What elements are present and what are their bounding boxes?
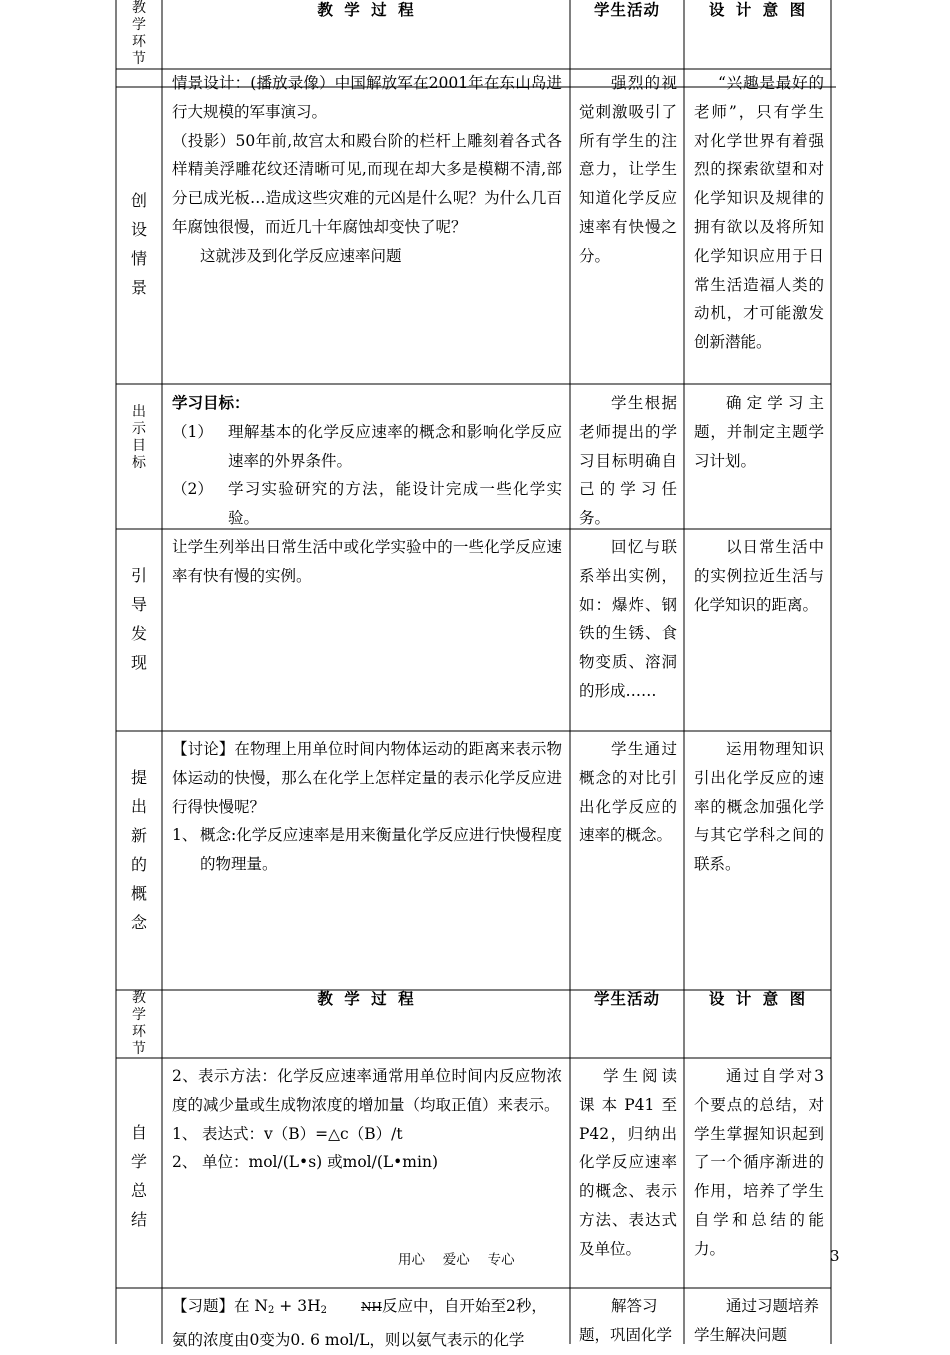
- footer-text: 用心 爱心 专心: [398, 1252, 515, 1268]
- stage-char: 标: [132, 455, 146, 471]
- header-col-process: 教 学 过 程: [317, 989, 415, 1008]
- activity-text: 学生阅读课本P41至P42，归纳出化学反应速率的概念、表示方法、表达式及单位。: [579, 1067, 677, 1258]
- process-text: [172, 69, 562, 271]
- concept-item: [172, 821, 562, 879]
- goal-number: （2）: [172, 480, 213, 499]
- stage-char: 景: [130, 278, 147, 297]
- exercise-text: [172, 1292, 562, 1355]
- formula-text: 单位：mol/(L•s) 或mol/(L•min): [202, 1153, 438, 1172]
- stage-char: 引: [130, 566, 147, 585]
- header-char: 节: [132, 51, 146, 67]
- paragraph: 2、表示方法：化学反应速率通常用单位时间内反应物浓度的减少量或生成物浓度的增加量（均取正值）来表示。: [172, 1067, 562, 1114]
- paragraph: 情景设计：(播放录像）中国解放军在2001年在东山岛进行大规模的军事演习。: [172, 74, 562, 121]
- activity-text: 回忆与联系举出实例，如：爆炸、钢铁的生锈、食物变质、溶洞的形成……: [579, 538, 677, 700]
- header-char: 环: [132, 1024, 146, 1040]
- stage-char: 新: [130, 826, 147, 845]
- subscript: 2: [320, 1305, 327, 1316]
- exercise-part: + 3H: [274, 1297, 321, 1315]
- stage-char: 创: [130, 191, 147, 210]
- stage-char: 学: [130, 1152, 147, 1171]
- stage-char: 目: [132, 438, 146, 454]
- intent-text: 通过习题培养学生解决问题: [694, 1297, 820, 1344]
- stage-char: 示: [132, 421, 146, 437]
- header-char: 环: [132, 34, 146, 50]
- stage-char: 发: [130, 624, 147, 643]
- activity-text: 学生通过概念的对比引出化学反应的速率的概念。: [579, 740, 677, 845]
- header-col-intent: 设 计 意 图: [708, 989, 807, 1008]
- process-text: [172, 1062, 562, 1177]
- goal-item: [172, 418, 562, 476]
- stage-label: [116, 763, 162, 937]
- formula-number: 2、: [172, 1153, 198, 1172]
- intent-text: 通过自学对3个要点的总结，对学生掌握知识起到了一个循序渐进的作用，培养了学生自学和总结的能力。: [694, 1067, 824, 1258]
- header-col-stage: [116, 0, 162, 68]
- stage-char: 导: [130, 595, 147, 614]
- header-col-stage: [116, 990, 162, 1058]
- struck-text: NH: [360, 1300, 382, 1314]
- intent-text: 运用物理知识引出化学反应的速率的概念加强化学与其它学科之间的联系。: [694, 740, 824, 874]
- exercise-line: [172, 1292, 562, 1326]
- intent-text: 确定学习主题，并制定主题学习计划。: [694, 394, 824, 470]
- intent-text: “兴趣是最好的老师”，只有学生对化学世界有着强烈的探索欲望和对化学知识及规律的拥有欲以及将所知化学知识应用于日常生活造福人类的动机，才可能激发创新潜能。: [694, 74, 824, 352]
- header-col-activity: 学生活动: [593, 989, 660, 1008]
- stage-char: 总: [130, 1181, 147, 1200]
- discussion: 【讨论】在物理上用单位时间内物体运动的距离来表示物体运动的快慢，那么在化学上怎样定量的表示化学反应进行得快慢呢？: [172, 740, 562, 816]
- header-col-activity: 学生活动: [593, 0, 660, 19]
- process-text: [172, 735, 562, 879]
- stage-char: 出: [130, 797, 147, 816]
- header-col-intent: 设 计 意 图: [708, 0, 807, 19]
- stage-char: 概: [130, 884, 147, 903]
- header-char: 节: [132, 1041, 146, 1057]
- goals-title: 学习目标：: [172, 393, 250, 412]
- intent-text: 以日常生活中的实例拉近生活与化学知识的距离。: [694, 538, 824, 614]
- stage-char: 现: [130, 653, 147, 672]
- header-char: 教: [132, 990, 146, 1006]
- page-number: 3: [830, 1247, 840, 1265]
- stage-char: 设: [130, 220, 147, 239]
- goal-item: [172, 475, 562, 533]
- stage-char: 结: [130, 1210, 147, 1229]
- activity-text: 解答习题，巩固化学: [579, 1297, 673, 1344]
- header-char: 学: [132, 1007, 146, 1023]
- stage-label: [116, 561, 162, 677]
- stage-label: [116, 186, 162, 302]
- exercise-part: 反应中，自开始至2秒，: [381, 1297, 547, 1315]
- formula-item: [172, 1148, 562, 1177]
- stage-label: [116, 404, 162, 472]
- formula-text: 表达式：v（B）=△c（B）/t: [202, 1124, 403, 1143]
- activity-text: 学生根据老师提出的学习目标明确自己的学习任务。: [579, 394, 677, 528]
- stage-char: 提: [130, 768, 147, 787]
- paragraph: 这就涉及到化学反应速率问题: [200, 246, 402, 265]
- stage-char: 自: [130, 1123, 147, 1142]
- process-text: 让学生列举出日常生活中或化学实验中的一些化学反应速率有快有慢的实例。: [172, 538, 562, 585]
- subscript: 2: [268, 1305, 275, 1316]
- concept-number: 1、: [172, 826, 198, 845]
- exercise-line: 氨的浓度由0变为0. 6 mol/L，则以氨气表示的化学: [172, 1330, 525, 1349]
- stage-char: 的: [130, 855, 147, 874]
- formula-item: [172, 1120, 562, 1149]
- goal-text: 理解基本的化学反应速率的概念和影响化学反应速率的外界条件。: [228, 422, 562, 470]
- paragraph: （投影）50年前,故宫太和殿台阶的栏杆上雕刻着各式各样精美浮雕花纹还清晰可见,而现在却大多是模糊不清,部分已成光板…造成这些灾难的元凶是什么呢？为什么几百年腐蚀很慢，而近几十年腐蚀却变快了呢？: [172, 131, 562, 236]
- header-col-process: 教 学 过 程: [317, 0, 415, 19]
- exercise-part: 【习题】在 N: [172, 1297, 268, 1315]
- stage-char: 念: [130, 913, 147, 932]
- concept-text: 概念:化学反应速率是用来衡量化学反应进行快慢程度的物理量。: [200, 826, 562, 874]
- stage-char: 出: [132, 404, 146, 420]
- activity-text: 强烈的视觉刺激吸引了所有学生的注意力，让学生知道化学反应速率有快慢之分。: [579, 74, 677, 265]
- goal-number: （1）: [172, 422, 213, 441]
- goal-text: 学习实验研究的方法，能设计完成一些化学实验。: [228, 480, 562, 528]
- header-char: 教: [132, 0, 146, 16]
- goals-block: [172, 389, 562, 533]
- header-char: 学: [132, 17, 146, 33]
- stage-label: [116, 1118, 162, 1234]
- stage-char: 情: [130, 249, 147, 268]
- formula-number: 1、: [172, 1124, 198, 1143]
